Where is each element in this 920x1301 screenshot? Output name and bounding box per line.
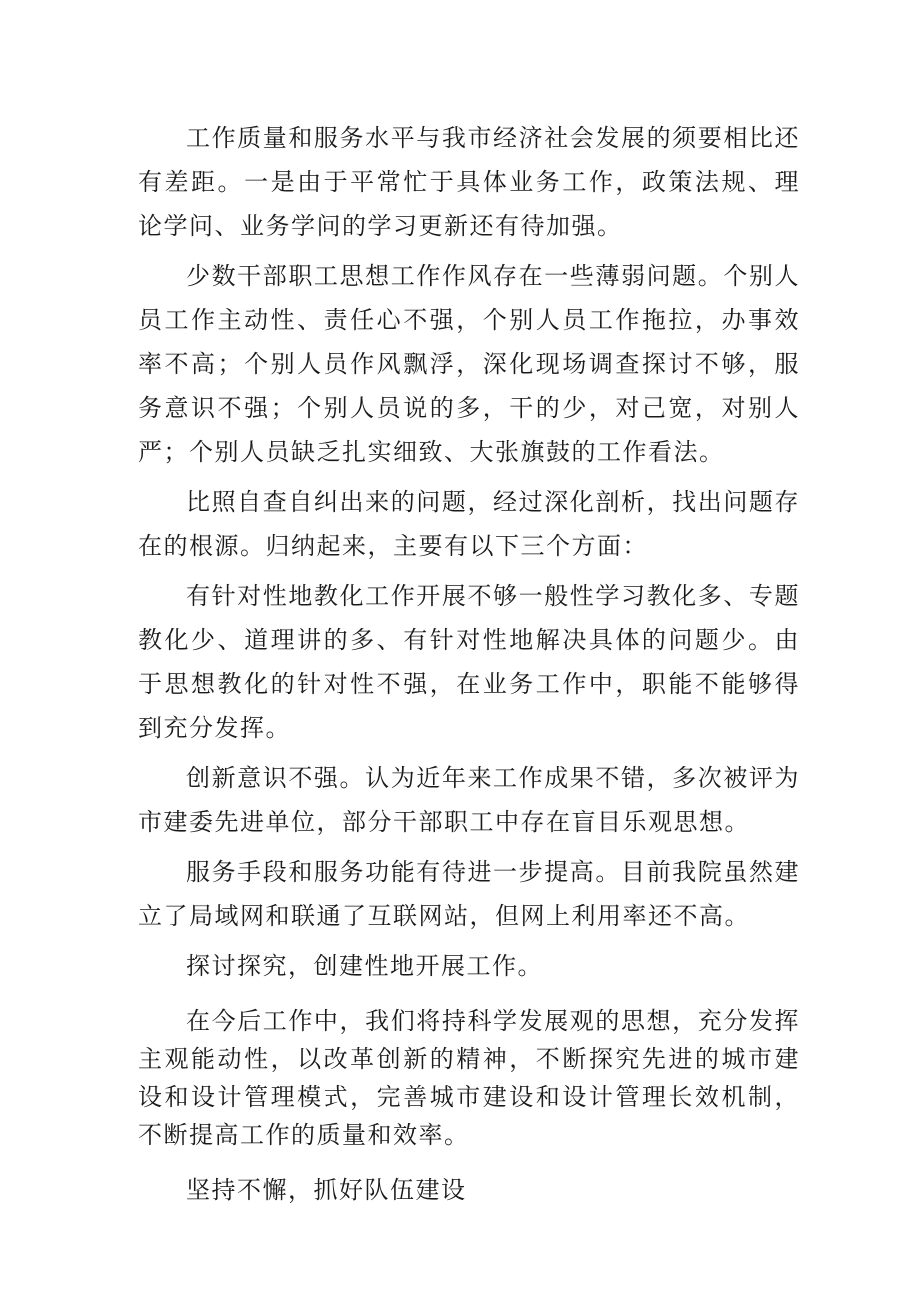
paragraph-2: 少数干部职工思想工作作风存在一些薄弱问题。个别人员工作主动性、责任心不强，个别人员工作拖拉，办事效率不高；个别人员作风飘浮，深化现场调查探讨不够，服务意识不强；个别人员说的多，干的少，对己宽，对别人严；个别人员缺乏扎实细致、大张旗鼓的工作看法。 [138, 262, 800, 466]
paragraph-5: 创新意识不强。认为近年来工作成果不错，多次被评为市建委先进单位，部分干部职工中存在盲目乐观思想。 [138, 764, 800, 836]
paragraph-1: 工作质量和服务水平与我市经济社会发展的须要相比还有差距。一是由于平常忙于具体业务工作，政策法规、理论学问、业务学问的学习更新还有待加强。 [138, 124, 800, 240]
paragraph-8: 在今后工作中，我们将持科学发展观的思想，充分发挥主观能动性，以改革创新的精神，不断探究先进的城市建设和设计管理模式，完善城市建设和设计管理长效机制，不断提高工作的质量和效率。 [138, 1007, 800, 1149]
paragraph-6: 服务手段和服务功能有待进一步提高。目前我院虽然建立了局域网和联通了互联网站，但网上利用率还不高。 [138, 858, 800, 930]
paragraph-9: 坚持不懈，抓好队伍建设 [186, 1176, 467, 1204]
document-body [138, 116, 800, 1212]
paragraph-7: 探讨探究，创建性地开展工作。 [186, 952, 543, 980]
paragraph-4: 有针对性地教化工作开展不够一般性学习教化多、专题教化少、道理讲的多、有针对性地解决具体的问题少。由于思想教化的针对性不强，在业务工作中，职能不能够得到充分发挥。 [138, 582, 800, 742]
paragraph-3: 比照自查自纠出来的问题，经过深化剖析，找出问题存在的根源。归纳起来，主要有以下三个方面： [138, 488, 800, 560]
